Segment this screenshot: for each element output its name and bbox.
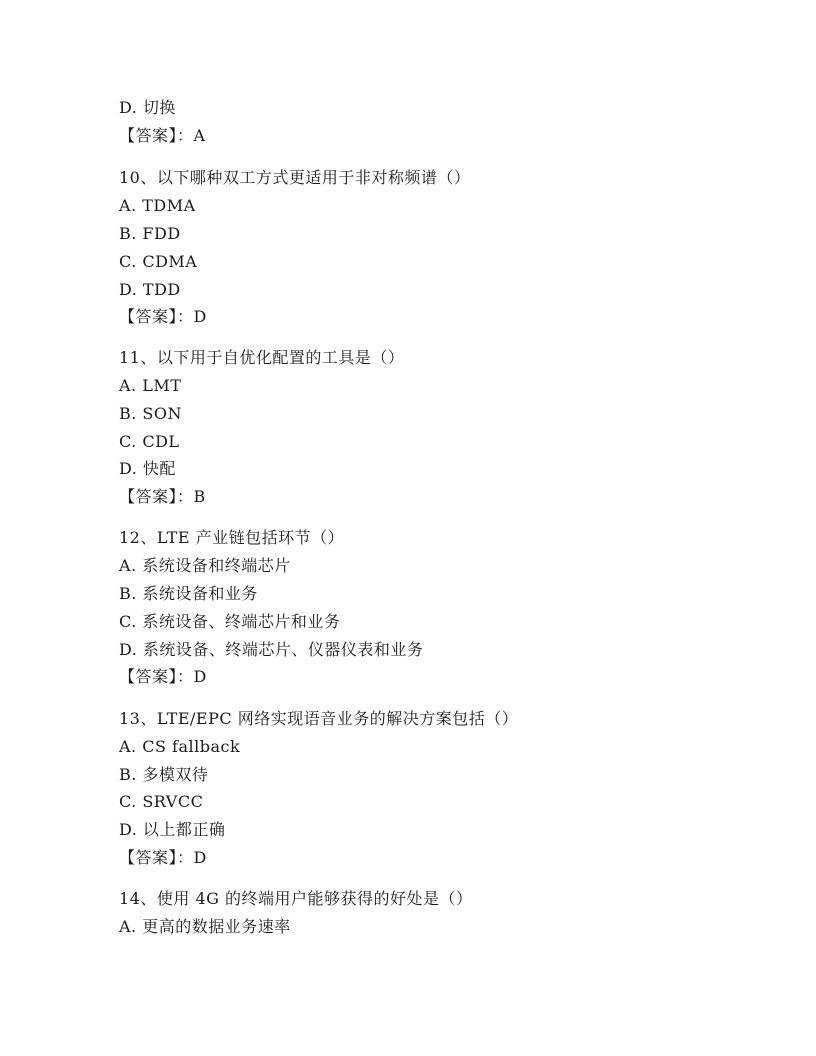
question-11-stem: 11、以下用于自优化配置的工具是（）	[119, 348, 405, 367]
question-12-option-b: B. 系统设备和业务	[119, 584, 258, 603]
question-13-option-d: D. 以上都正确	[119, 820, 226, 839]
option-d: D. 切换	[119, 98, 176, 117]
question-11-option-a: A. LMT	[119, 376, 182, 395]
answer-line: 【答案】：A	[119, 126, 206, 145]
question-10-option-d: D. TDD	[119, 280, 181, 299]
question-11-option-d: D. 快配	[119, 459, 176, 478]
question-11-option-b: B. SON	[119, 404, 183, 423]
question-13-answer: 【答案】：D	[119, 848, 207, 867]
question-10-option-a: A. TDMA	[119, 196, 196, 215]
question-14-option-a: A. 更高的数据业务速率	[119, 917, 291, 936]
question-12-answer: 【答案】：D	[119, 667, 207, 686]
question-12-stem: 12、LTE 产业链包括环节（）	[119, 528, 345, 547]
question-12-option-d: D. 系统设备、终端芯片、仪器仪表和业务	[119, 640, 424, 659]
question-12-option-a: A. 系统设备和终端芯片	[119, 556, 291, 575]
question-13-option-b: B. 多模双待	[119, 765, 209, 784]
question-10-option-b: B. FDD	[119, 224, 181, 243]
question-11-option-c: C. CDL	[119, 432, 180, 451]
question-10-answer: 【答案】：D	[119, 307, 207, 326]
question-12-option-c: C. 系统设备、终端芯片和业务	[119, 612, 341, 631]
question-10-stem: 10、以下哪种双工方式更适用于非对称频谱（）	[119, 168, 471, 187]
question-13-option-a: A. CS fallback	[119, 737, 241, 756]
question-10-option-c: C. CDMA	[119, 252, 198, 271]
question-14-stem: 14、使用 4G 的终端用户能够获得的好处是（）	[119, 889, 473, 908]
question-11-answer: 【答案】：B	[119, 487, 206, 506]
question-13-option-c: C. SRVCC	[119, 792, 204, 811]
question-13-stem: 13、LTE/EPC 网络实现语音业务的解决方案包括（）	[119, 709, 519, 728]
